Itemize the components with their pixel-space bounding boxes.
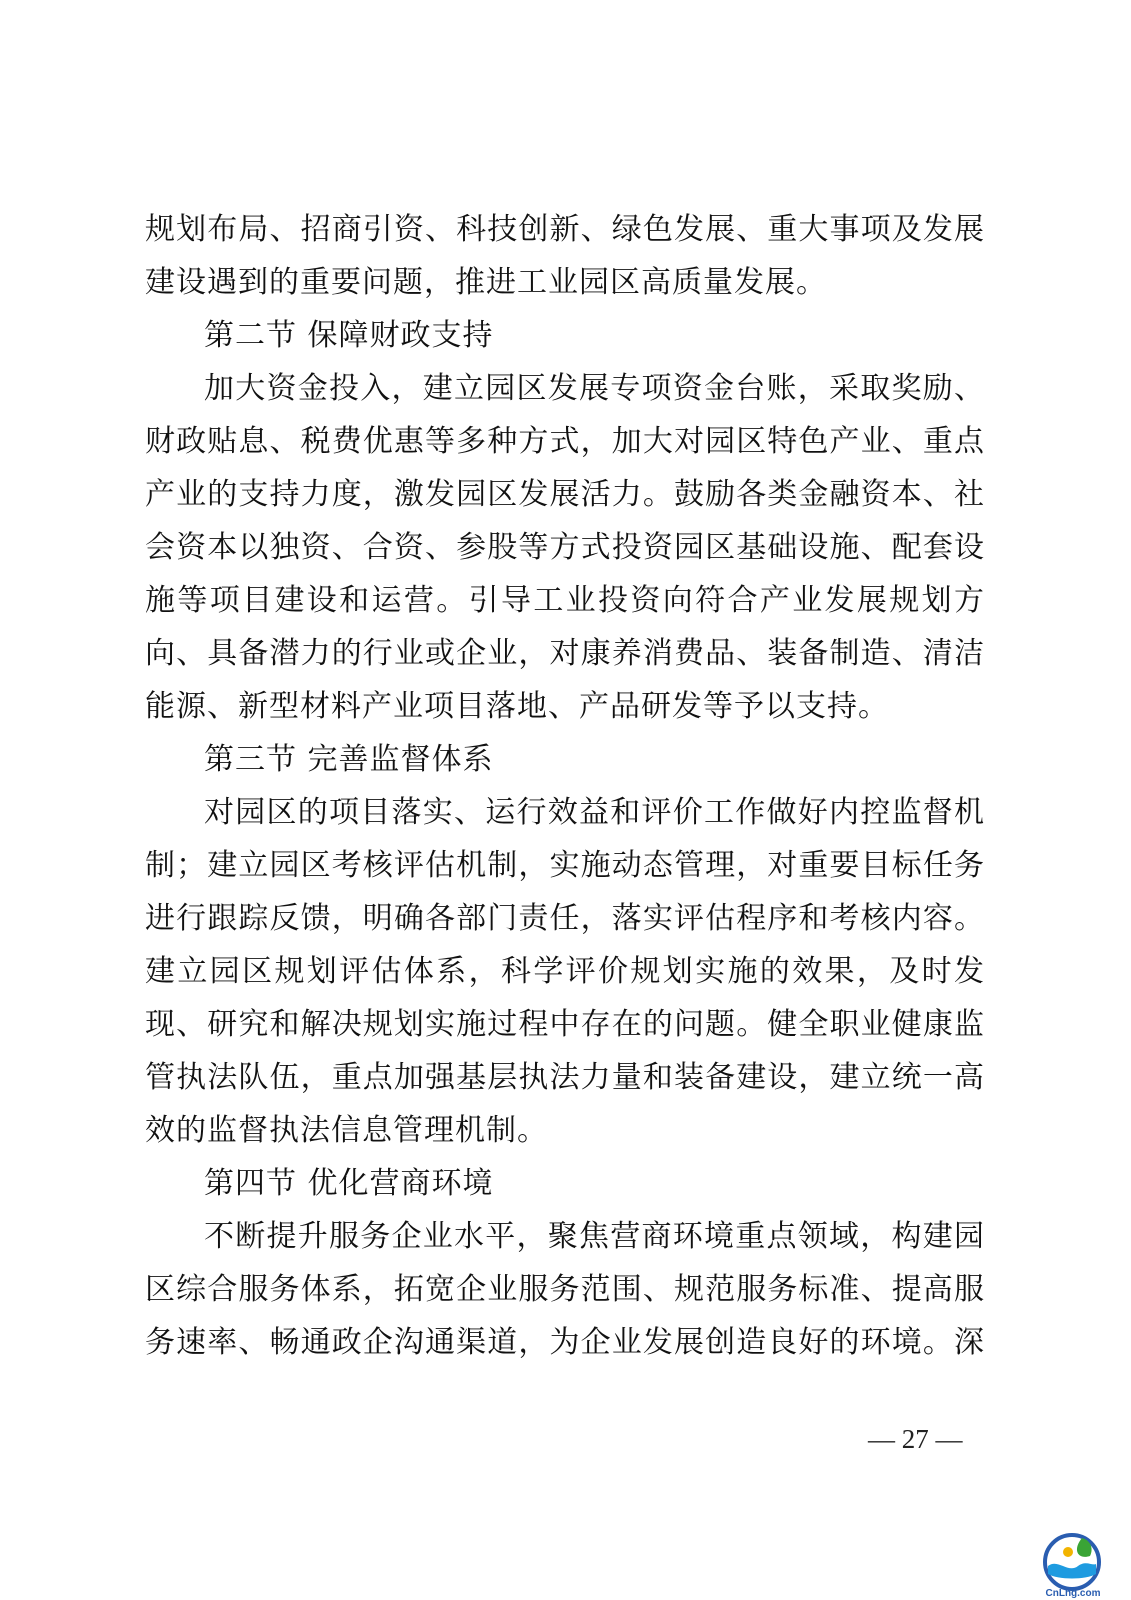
logo-text: CnLng.com	[1045, 1588, 1101, 1599]
text-line: 对园区的项目落实、运行效益和评价工作做好内控监督机	[204, 795, 985, 830]
text-line: 财政贴息、税费优惠等多种方式，加大对园区特色产业、重点	[145, 424, 985, 459]
text-line: 不断提升服务企业水平，聚焦营商环境重点领域，构建园	[204, 1219, 985, 1254]
text-line: 加大资金投入，建立园区发展专项资金台账，采取奖励、	[204, 371, 985, 406]
logo-ring	[1045, 1535, 1099, 1589]
logo-water	[1048, 1563, 1096, 1578]
text-line: 制；建立园区考核评估机制，实施动态管理，对重要目标任务	[145, 848, 985, 883]
section-heading: 第四节 优化营商环境	[204, 1166, 494, 1201]
text-line: 区综合服务体系，拓宽企业服务范围、规范服务标准、提高服	[145, 1272, 985, 1307]
text-line: 产业的支持力度，激发园区发展活力。鼓励各类金融资本、社	[145, 477, 985, 512]
text-line: 现、研究和解决规划实施过程中存在的问题。健全职业健康监	[145, 1007, 985, 1042]
text-line: 务速率、畅通政企沟通渠道，为企业发展创造良好的环境。深	[145, 1325, 985, 1360]
section-heading: 第三节 完善监督体系	[204, 742, 494, 777]
text-line: 建立园区规划评估体系，科学评价规划实施的效果，及时发	[145, 954, 985, 989]
text-line: 进行跟踪反馈，明确各部门责任，落实评估程序和考核内容。	[145, 901, 985, 936]
page-number: — 27 —	[868, 1424, 963, 1454]
text-line: 施等项目建设和运营。引导工业投资向符合产业发展规划方	[145, 583, 985, 618]
document-body	[145, 203, 985, 1369]
text-line: 能源、新型材料产业项目落地、产品研发等予以支持。	[145, 689, 889, 724]
text-line: 管执法队伍，重点加强基层执法力量和装备建设，建立统一高	[145, 1060, 985, 1095]
logo-sun	[1063, 1547, 1073, 1557]
text-line: 建设遇到的重要问题，推进工业园区高质量发展。	[145, 265, 827, 300]
cnlng-logo	[1038, 1530, 1108, 1600]
text-line: 效的监督执法信息管理机制。	[145, 1113, 548, 1148]
text-line: 会资本以独资、合资、参股等方式投资园区基础设施、配套设	[145, 530, 985, 565]
text-line: 规划布局、招商引资、科技创新、绿色发展、重大事项及发展	[145, 212, 985, 247]
text-line: 向、具备潜力的行业或企业，对康养消费品、装备制造、清洁	[145, 636, 985, 671]
section-heading: 第二节 保障财政支持	[204, 318, 494, 353]
